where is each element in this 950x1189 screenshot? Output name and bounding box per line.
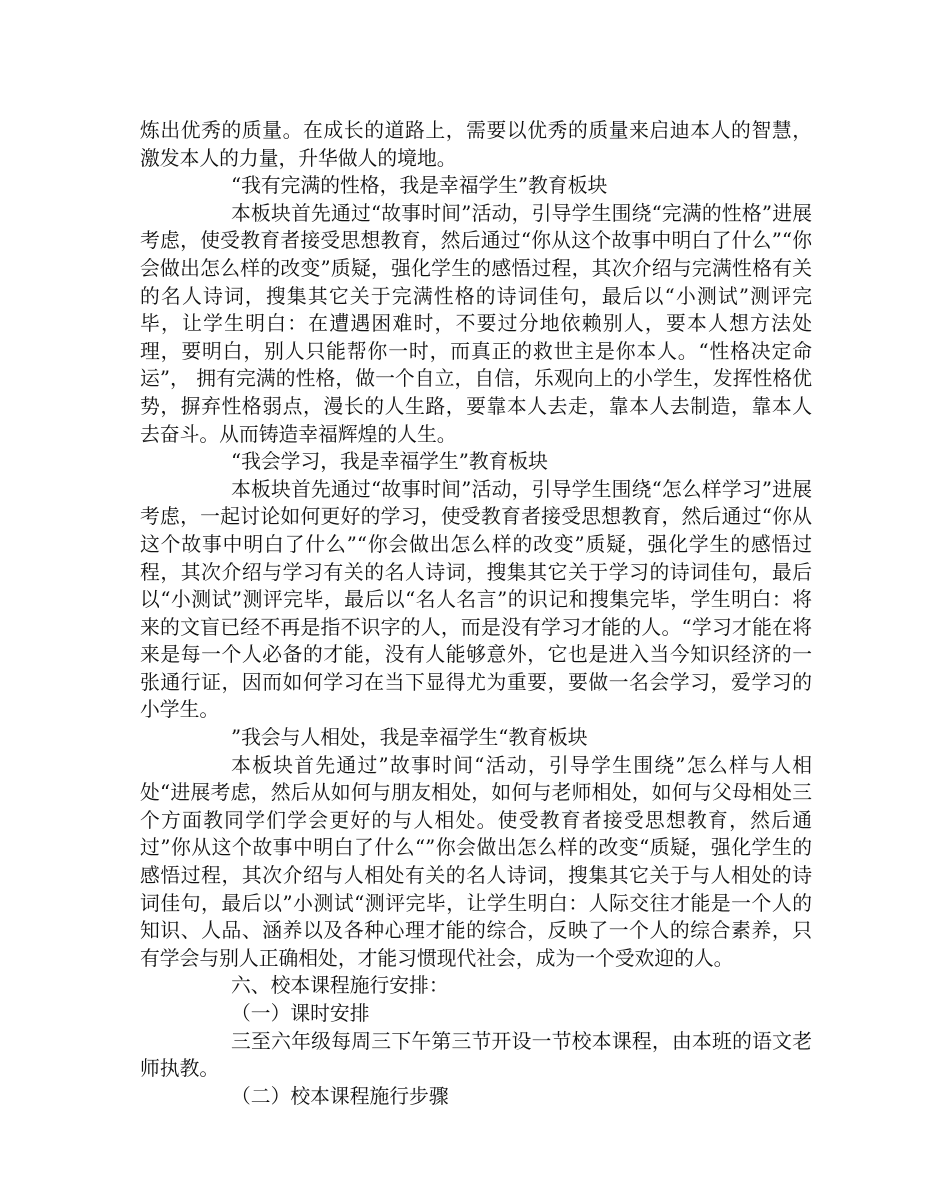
- document-page: [140, 117, 812, 1110]
- subheading-schedule: （一）课时安排: [231, 1002, 370, 1025]
- section-heading-learning: “我会学习，我是幸福学生”教育板块: [231, 450, 548, 474]
- paragraph-continuation: 炼出优秀的质量。在成长的道路上，需要以优秀的质量来启迪本人的智慧，激发本人的力量，升华做人的境地。: [140, 119, 812, 170]
- paragraph-schedule: 三至六年级每周三下午第三节开设一节校本课程，由本班的语文老师执教。: [140, 1029, 812, 1081]
- section-heading-relationships: ”我会与人相处，我是幸福学生“教育板块: [231, 726, 588, 750]
- subheading-steps: （二）校本课程施行步骤: [231, 1084, 449, 1108]
- paragraph-learning: 本板块首先通过“故事时间”活动，引导学生围绕“怎么样学习”进展考虑，一起讨论如何更好的学习，使受教育者接受思想教育，然后通过“你从这个故事中明白了什么”“你会做出怎么样的改变”质疑，强化学生的感悟过程，其次介绍与学习有关的名人诗词，搜集其它关于学习的诗词佳句，最后以“小测试”测评完毕，最后以“名人名言”的识记和搜集完毕，学生明白：将来的文盲已经不再是指不识字的人，而是没有学习才能的人。“学习才能在将来是每一个人必备的才能，没有人能够意外，它也是进入当今知识经济的一张通行证，因而如何学习在当下显得尤为重要，要做一名会学习，爱学习的小学生。: [140, 477, 812, 722]
- section-heading-personality: “我有完满的性格，我是幸福学生”教育板块: [231, 174, 608, 198]
- paragraph-relationships: 本板块首先通过”故事时间“活动，引导学生围绕”怎么样与人相处“进展考虑，然后从如何与朋友相处，如何与老师相处，如何与父母相处三个方面教同学们学会更好的与人相处。使受教育者接受思想教育，然后通过”你从这个故事中明白了什么“”你会做出怎么样的改变“质疑，强化学生的感悟过程，其次介绍与人相处有关的名人诗词，搜集其它关于与人相处的诗词佳句，最后以”小测试“测评完毕，让学生明白：人际交往才能是一个人的知识、人品、涵养以及各种心理才能的综合，反映了一个人的综合素养，只有学会与别人正确相处，才能习惯现代社会，成为一个受欢迎的人。: [140, 753, 812, 970]
- section-heading-implementation: 六、校本课程施行安排：: [231, 974, 449, 998]
- paragraph-personality: 本板块首先通过“故事时间”活动，引导学生围绕“完满的性格”进展考虑，使受教育者接受思想教育，然后通过“你从这个故事中明白了什么”“你会做出怎么样的改变”质疑，强化学生的感悟过程，其次介绍与完满性格有关的名人诗词，搜集其它关于完满性格的诗词佳句，最后以“小测试”测评完毕，让学生明白：在遭遇困难时，不要过分地依赖别人，要本人想方法处理，要明白，别人只能帮你一时，而真正的救世主是你本人。“性格决定命运”， 拥有完满的性格，做一个自立，自信，乐观向上的小学生，发挥性格优势，摒弃性格弱点，漫长的人生路，要靠本人去走，靠本人去制造，靠本人去奋斗。从而铸造幸福辉煌的人生。: [140, 201, 812, 446]
